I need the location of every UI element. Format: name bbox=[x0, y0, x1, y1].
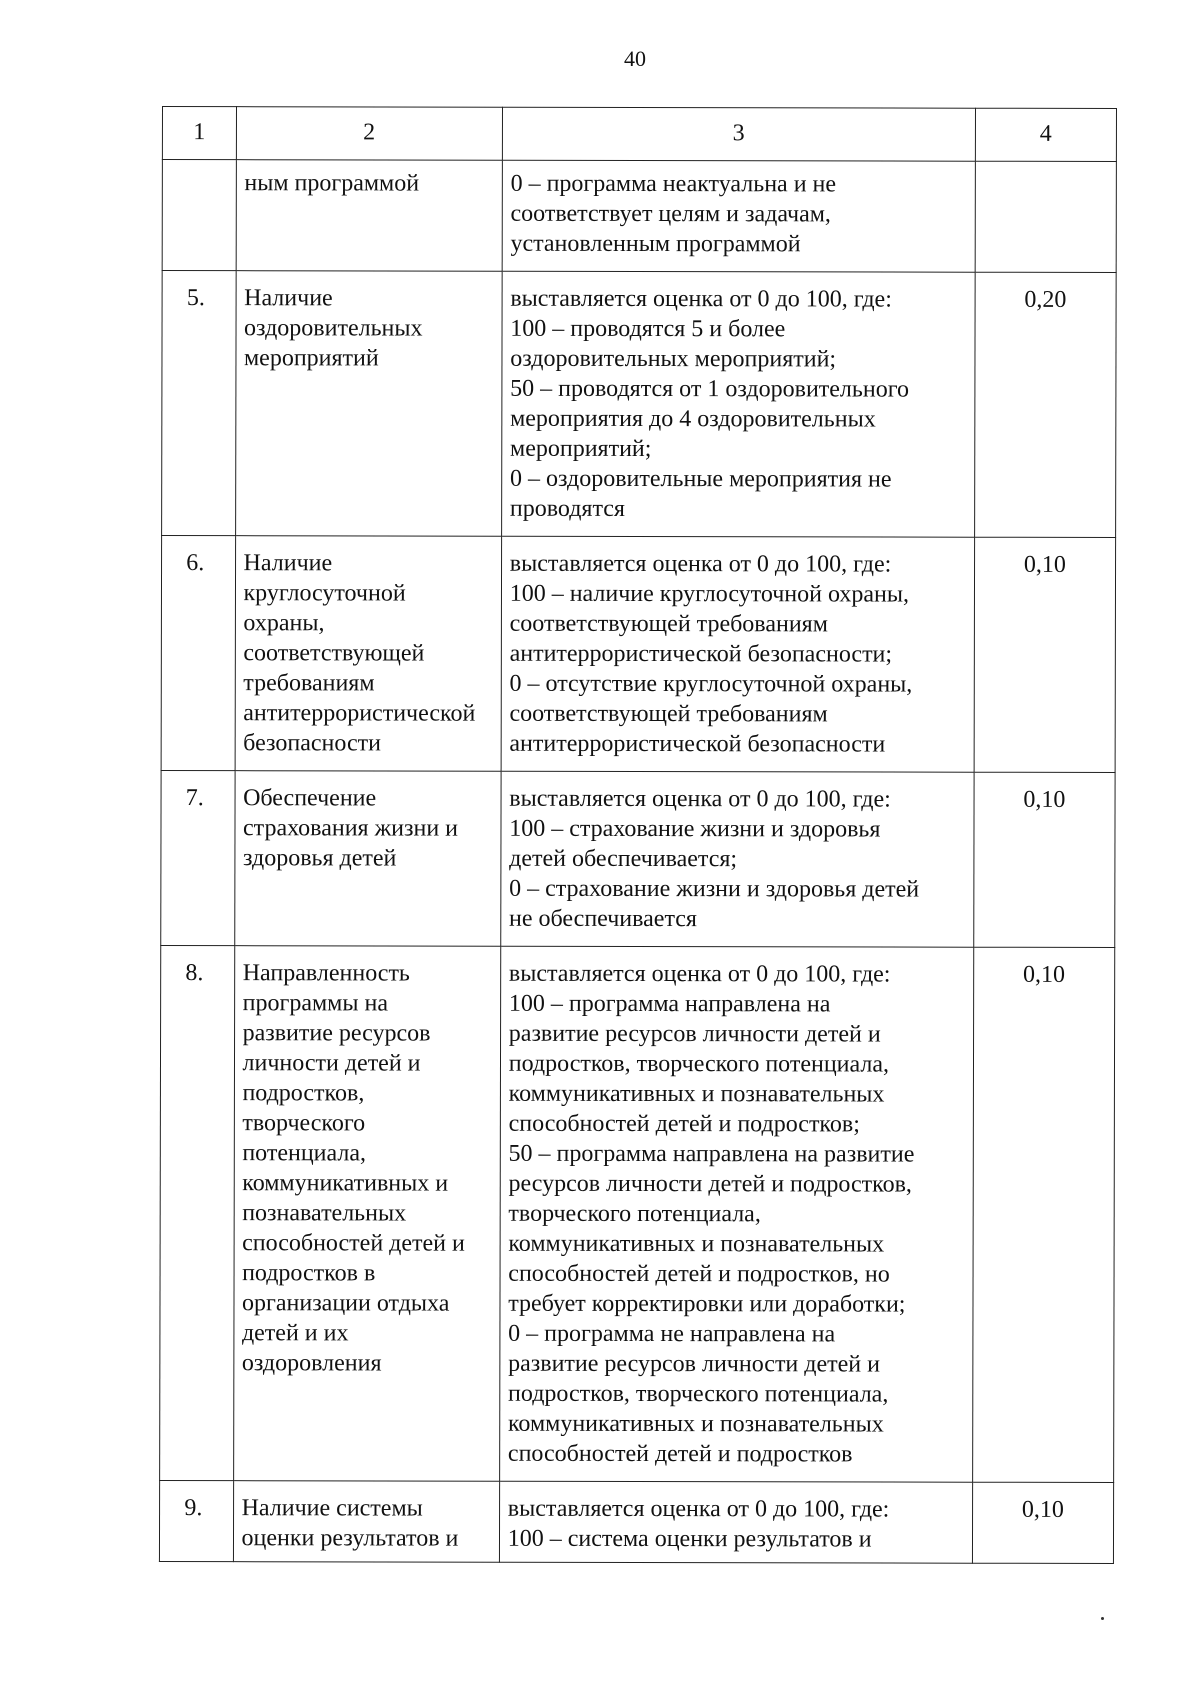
page-number: 40 bbox=[624, 46, 646, 71]
header-col-4: 4 bbox=[975, 108, 1116, 161]
table-row bbox=[161, 536, 1115, 773]
table-row bbox=[162, 271, 1117, 538]
scan-speck bbox=[1101, 1617, 1104, 1620]
row-number: 9. bbox=[159, 1480, 233, 1561]
criterion-name: ным программой bbox=[236, 160, 502, 272]
criteria-table bbox=[159, 106, 1117, 1564]
table-row bbox=[162, 160, 1116, 273]
criterion-description: выставляется оценка от 0 до 100, где: 100 – страхование жизни и здоровья детей обеспечивается; 0 – страхование жизни и здоровья детей не обеспечивается bbox=[500, 771, 973, 947]
criterion-name: Наличие системы оценки результатов и bbox=[233, 1481, 499, 1563]
criterion-weight: 0,10 bbox=[972, 947, 1114, 1482]
table-row bbox=[159, 1480, 1113, 1563]
criterion-description: выставляется оценка от 0 до 100, где: 100 – наличие круглосуточной охраны, соответствующей требованиям антитеррористической безопасности; 0 – отсутствие круглосуточной охраны, соответствующей требованиям антитеррористической безопасности bbox=[501, 536, 974, 772]
header-col-1: 1 bbox=[162, 107, 236, 160]
criterion-name: Наличие круглосуточной охраны, соответствующей требованиям антитеррористической безопасности bbox=[235, 536, 502, 772]
criterion-weight bbox=[975, 161, 1117, 272]
row-number: 6. bbox=[161, 536, 235, 771]
criterion-weight: 0,10 bbox=[974, 537, 1116, 772]
row-number bbox=[162, 160, 236, 271]
criterion-weight: 0,10 bbox=[973, 772, 1115, 947]
header-col-3: 3 bbox=[502, 107, 975, 161]
row-number: 7. bbox=[161, 770, 235, 945]
row-number: 5. bbox=[162, 271, 236, 536]
criterion-weight: 0,20 bbox=[974, 272, 1116, 537]
header-col-2: 2 bbox=[236, 107, 502, 161]
criterion-name: Направленность программы на развитие ресурсов личности детей и подростков, творческого потенциала, коммуникативных и познавательных способностей детей и подростков в организации отдыха детей и их оздоровления bbox=[233, 946, 500, 1482]
criterion-weight: 0,10 bbox=[972, 1482, 1113, 1563]
criterion-name: Наличие оздоровительных мероприятий bbox=[235, 271, 502, 537]
table-row bbox=[161, 770, 1115, 947]
criterion-description: выставляется оценка от 0 до 100, где: 100 – программа направлена на развитие ресурсов личности детей и подростков, творческого потенциала, коммуникативных и познавательных способностей детей и подростков; 50 – программа направлена на развитие ресурсов личности детей и подростков, творческого потенциала, коммуникативных и познавательных способностей детей и подростков, но требует корректировки или доработки; 0 – программа не направлена на развитие ресурсов личности детей и подростков, творческого потенциала, коммуникативных и познавательных способностей детей и подростков bbox=[499, 946, 973, 1482]
criterion-description: выставляется оценка от 0 до 100, где: 100 – проводятся 5 и более оздоровительных мероприятий; 50 – проводятся от 1 оздоровительного мероприятия до 4 оздоровительных мероприятий; 0 – оздоровительные мероприятия не проводятся bbox=[501, 271, 974, 537]
table-row bbox=[160, 945, 1115, 1482]
row-number: 8. bbox=[160, 945, 235, 1480]
criterion-description: 0 – программа неактуальна и не соответствует целям и задачам, установленным программой bbox=[502, 160, 975, 272]
table-header-row bbox=[162, 107, 1116, 162]
criterion-name: Обеспечение страхования жизни и здоровья детей bbox=[234, 771, 501, 947]
criterion-description: выставляется оценка от 0 до 100, где: 100 – система оценки результатов и bbox=[499, 1481, 972, 1563]
